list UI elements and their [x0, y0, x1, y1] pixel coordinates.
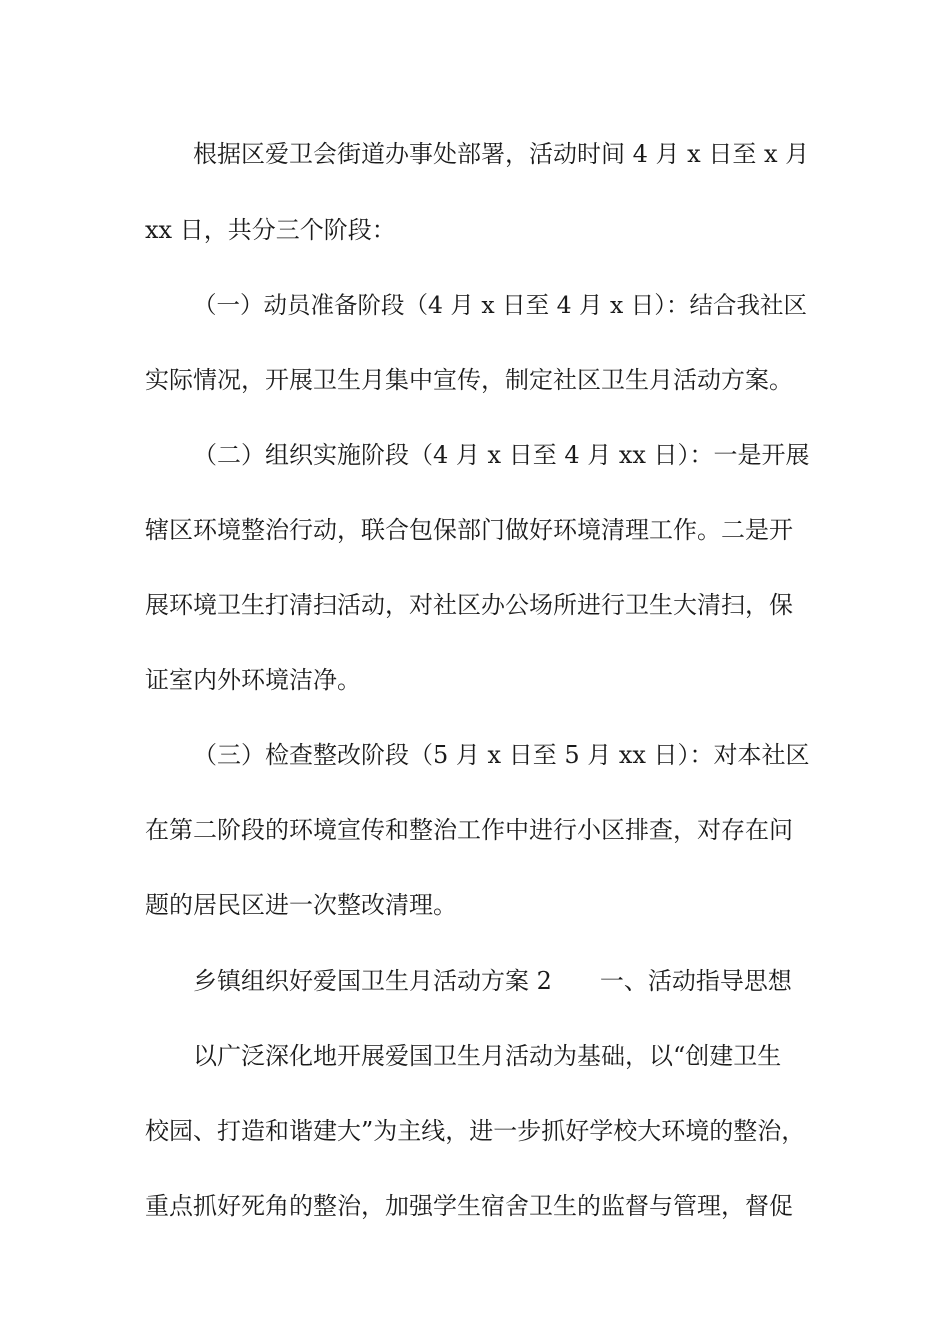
text-line-7: 展环境卫生打清扫活动，对社区办公场所进行卫生大清扫，保	[145, 591, 793, 619]
text-line-4: 实际情况，开展卫生月集中宣传，制定社区卫生月活动方案。	[145, 366, 793, 394]
text-line-8: 证室内外环境洁净。	[145, 666, 361, 694]
text-line-9: （三）检查整改阶段（5 月 x 日至 5 月 xx 日）：对本社区	[193, 741, 810, 769]
text-line-11: 题的居民区进一次整改清理。	[145, 891, 457, 919]
text-line-5: （二）组织实施阶段（4 月 x 日至 4 月 xx 日）：一是开展	[193, 441, 810, 469]
text-line-10: 在第二阶段的环境宣传和整治工作中进行小区排查，对存在问	[145, 816, 793, 844]
text-line-15: 重点抓好死角的整治，加强学生宿舍卫生的监督与管理，督促	[145, 1192, 793, 1220]
text-line-6: 辖区环境整治行动，联合包保部门做好环境清理工作。二是开	[145, 516, 793, 544]
text-line-14: 校园、打造和谐建大”为主线，进一步抓好学校大环境的整治，	[145, 1117, 806, 1145]
text-line-2: xx 日，共分三个阶段：	[145, 216, 396, 244]
section-heading-line: 乡镇组织好爱国卫生月活动方案 2 一、活动指导思想	[193, 967, 792, 995]
text-line-13: 以广泛深化地开展爱国卫生月活动为基础，以“创建卫生	[193, 1042, 782, 1070]
text-line-1: 根据区爱卫会街道办事处部署，活动时间 4 月 x 日至 x 月	[193, 140, 810, 168]
text-line-3: （一）动员准备阶段（4 月 x 日至 4 月 x 日）：结合我社区	[193, 291, 807, 319]
